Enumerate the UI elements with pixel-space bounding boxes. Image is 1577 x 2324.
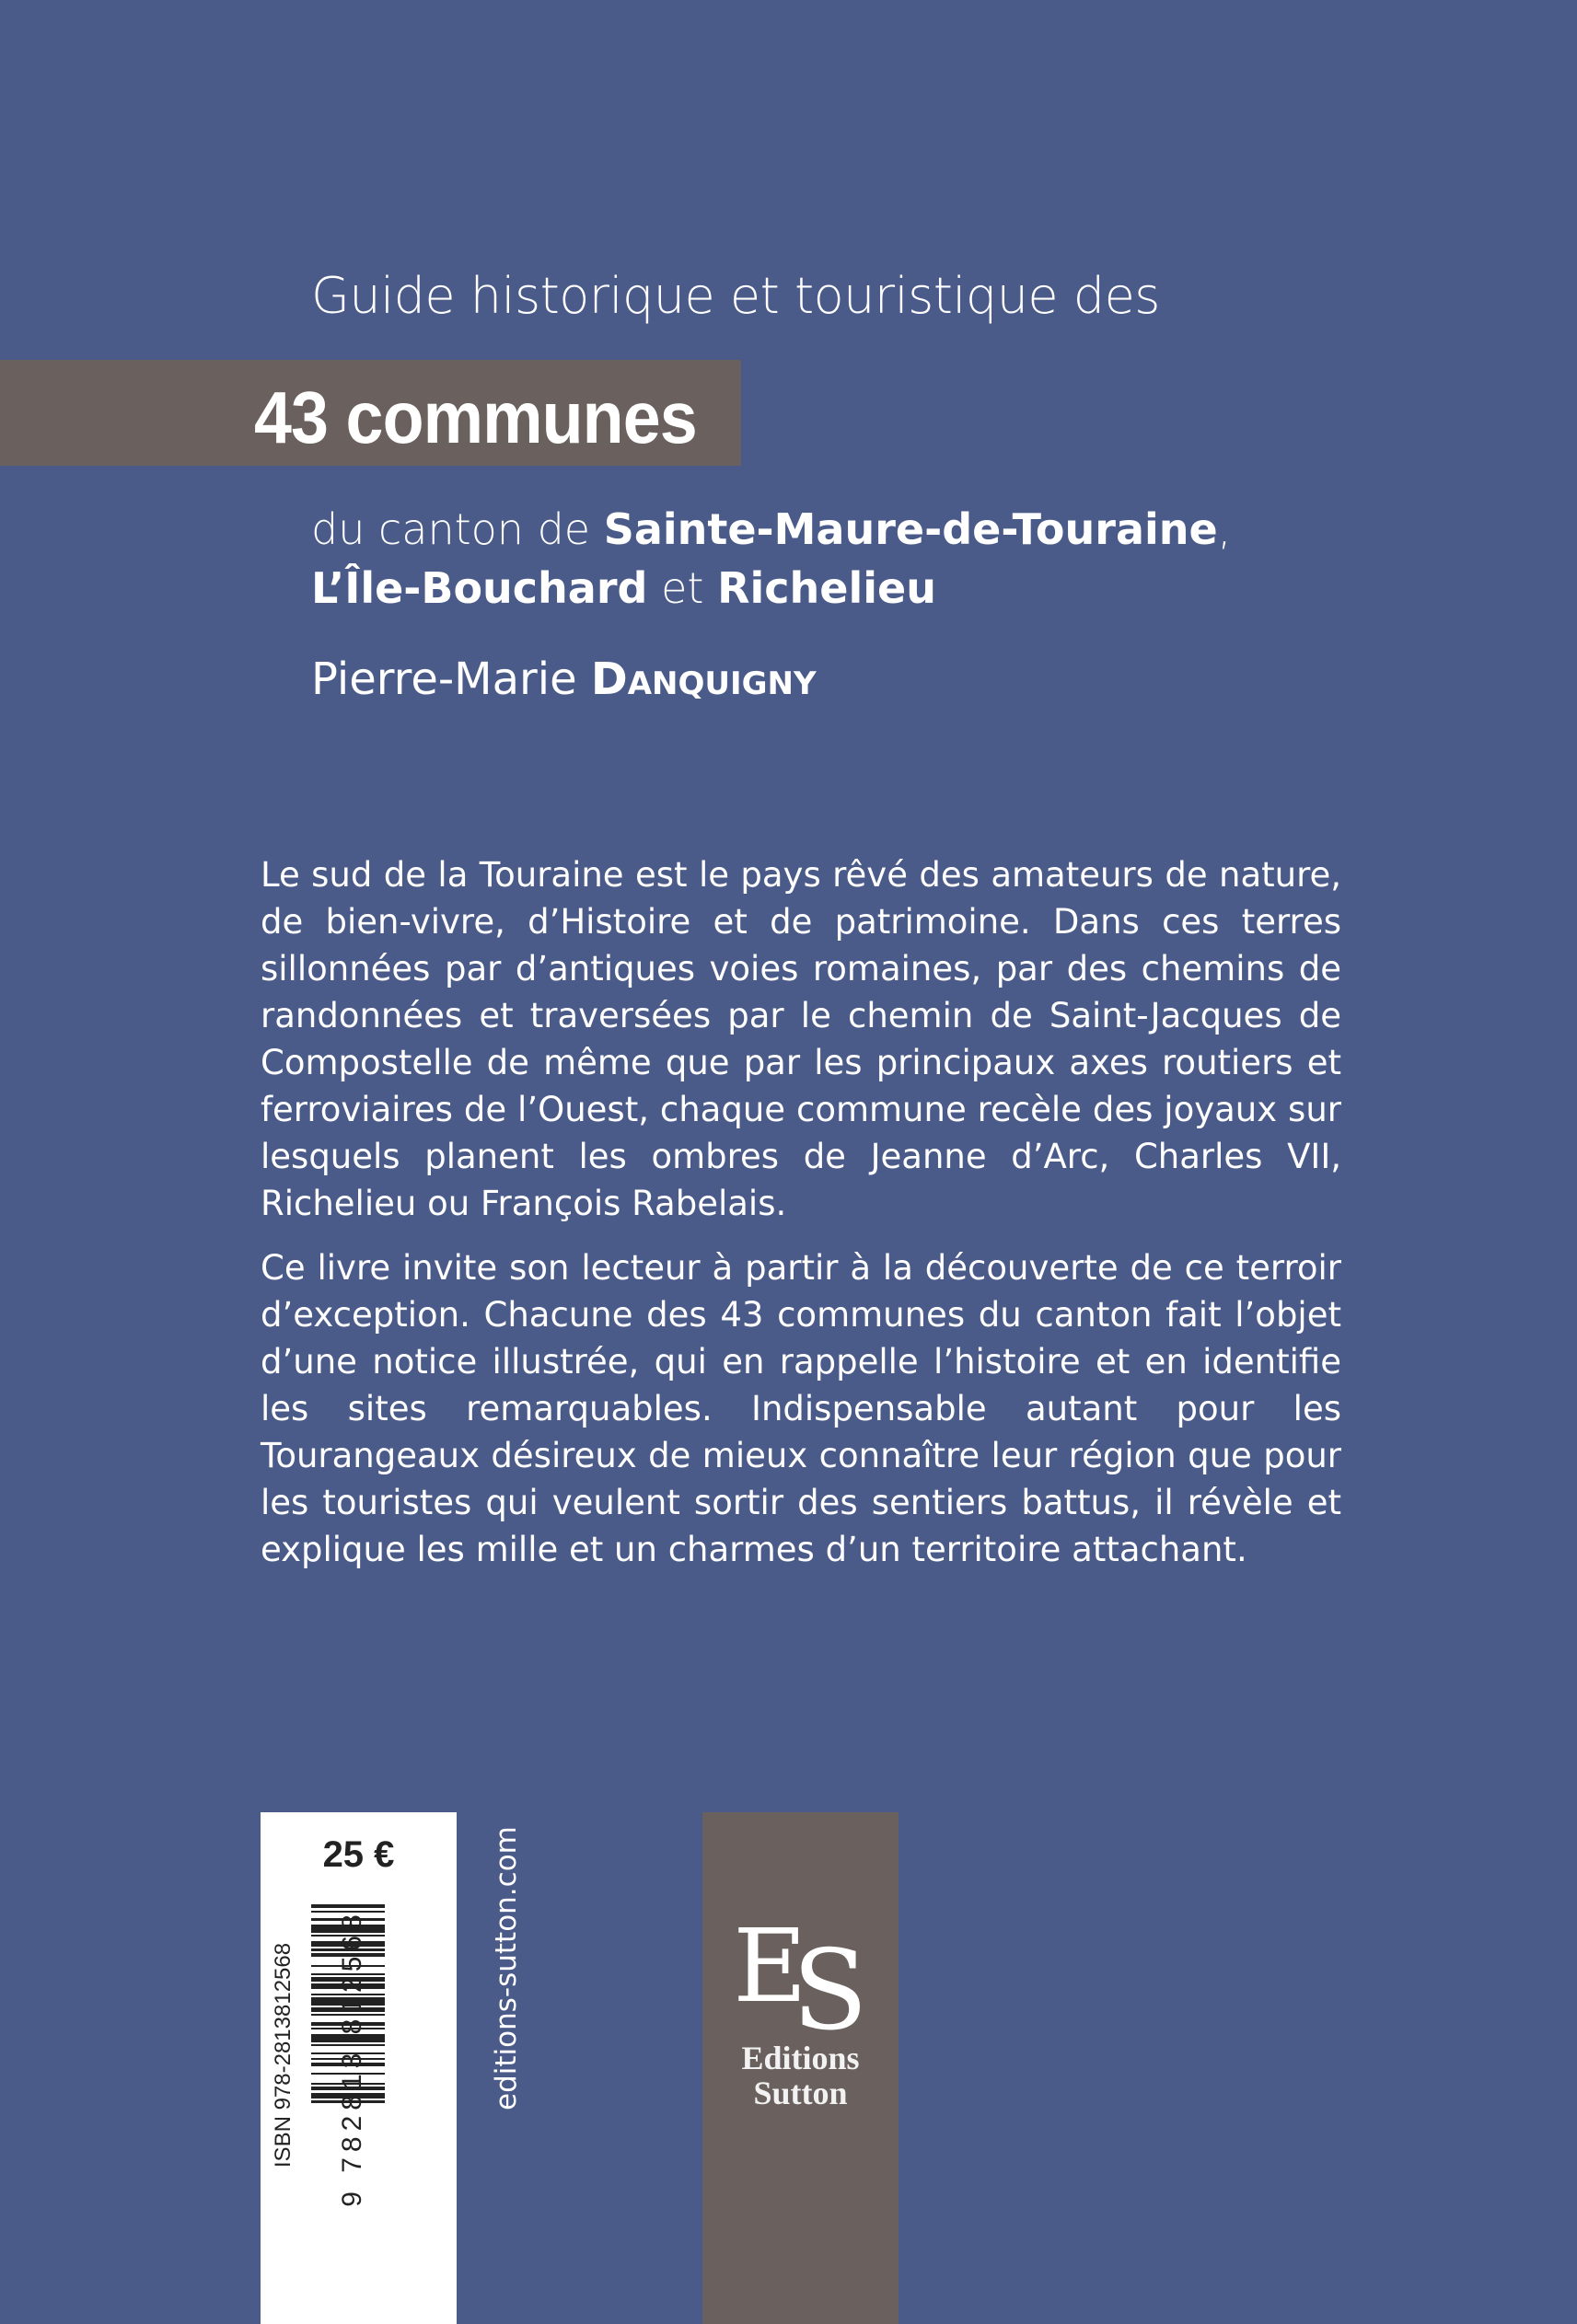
blurb-paragraph-1: Le sud de la Touraine est le pays rêvé des amateurs de nature, de bien-vivre, d’Histoire et de patrimoine. Dans ces terres sillonnées par d’antiques voies romaines, par des chemins de randonnées et traversées par le chemin de Saint-Jacques de Compostelle de même que par les principaux axes routiers et ferroviaires de l’Ouest, chaque commune recèle des joyaux sur lesquels planent les ombres de Jeanne d’Arc, Charles VII, Richelieu ou François Rabelais. bbox=[261, 855, 1341, 1223]
author-first-name: Pierre-Marie bbox=[311, 653, 591, 705]
publisher-website: editions-sutton.com bbox=[490, 1826, 523, 2110]
publisher-monogram bbox=[702, 1907, 899, 2055]
author-last-name: Danquigny bbox=[590, 653, 817, 705]
subtitle-line-2 bbox=[311, 563, 936, 613]
monogram-s: S bbox=[792, 1927, 868, 2055]
place-sainte-maure: Sainte-Maure-de-Touraine bbox=[603, 504, 1218, 554]
blurb-paragraph-2: Ce livre invite son lecteur à partir à la découverte de ce terroir d’exception. Chacune des 43 communes du canton fait l’objet d’une notice illustrée, qui en rappelle l’histoire et en identifie les sites remarquables. Indispensable autant pour les Tourangeaux désireux de mieux connaître leur région que pour les touristes qui veulent sortir des sentiers battus, il révèle et explique les mille et un charmes d’un territoire attachant. bbox=[261, 1248, 1341, 1569]
publisher-name-line-2: Sutton bbox=[753, 2075, 848, 2111]
book-title: 43 communes bbox=[254, 376, 697, 458]
subtitle-line-1 bbox=[311, 504, 1231, 554]
barcode-panel bbox=[261, 1812, 457, 2324]
comma: , bbox=[1217, 504, 1232, 554]
price: 25 € bbox=[322, 1834, 395, 1875]
place-ile-bouchard: L’Île-Bouchard bbox=[311, 563, 648, 613]
place-richelieu: Richelieu bbox=[717, 563, 936, 613]
publisher-name-line-1: Editions bbox=[741, 2040, 860, 2076]
barcode-digits: 9 782813 812568 bbox=[337, 1909, 367, 2207]
monogram-e: E bbox=[733, 1907, 807, 2025]
series-line: Guide historique et touristique des bbox=[311, 267, 1160, 325]
publisher-logo-panel bbox=[702, 1812, 899, 2324]
subtitle-prefix: du canton de bbox=[311, 504, 604, 554]
author bbox=[311, 653, 817, 705]
conjunction: et bbox=[647, 563, 718, 613]
publisher-name bbox=[702, 2041, 899, 2110]
isbn-text: ISBN 978-2813812568 bbox=[271, 1942, 296, 2168]
